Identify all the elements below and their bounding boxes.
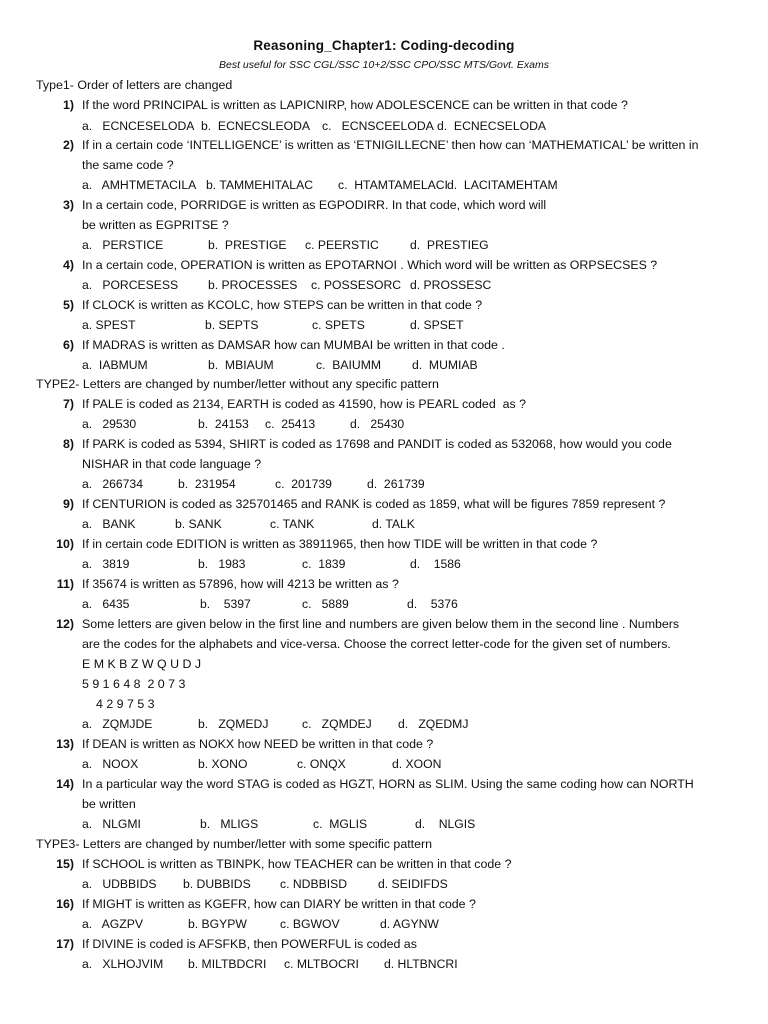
question-number: 2) bbox=[62, 138, 74, 152]
option-b: b. 24153 bbox=[198, 417, 249, 431]
option-b: b. PRESTIGE bbox=[208, 238, 287, 252]
option-b: b. MBIAUM bbox=[208, 358, 274, 372]
option-d: d. LACITAMEHTAM bbox=[447, 178, 558, 192]
option-a: a. AMHTMETACILA bbox=[82, 178, 197, 192]
option-a: a. SPEST bbox=[82, 318, 136, 332]
option-c: c. MLTBOCRI bbox=[284, 957, 359, 971]
option-a: a. 266734 bbox=[82, 477, 143, 491]
option-d: d. SEIDIFDS bbox=[378, 877, 448, 891]
option-d: d. XOON bbox=[392, 757, 442, 771]
question-number: 17) bbox=[56, 937, 74, 951]
number-row: 5 9 1 6 4 8 2 0 7 3 bbox=[82, 677, 186, 691]
option-c: c. TANK bbox=[270, 517, 315, 531]
option-c: c. BAIUMM bbox=[316, 358, 382, 372]
option-a: a. PERSTICE bbox=[82, 238, 164, 252]
option-c: c. 5889 bbox=[302, 597, 349, 611]
question-number: 13) bbox=[56, 737, 74, 751]
question-text: If PARK is coded as 5394, SHIRT is coded as 17698 and PANDIT is coded as 532068, how would you code bbox=[82, 437, 672, 451]
option-c: c. HTAMTAMELACI bbox=[338, 178, 448, 192]
question-text: In a certain code, PORRIDGE is written as EGPODIRR. In that code, which word will bbox=[82, 198, 547, 212]
option-d: d. NLGIS bbox=[415, 817, 476, 831]
option-b: b. SEPTS bbox=[205, 318, 259, 332]
option-a: a. XLHOJVIM bbox=[82, 957, 164, 971]
option-b: b. MLIGS bbox=[200, 817, 259, 831]
option-d: d. MUMIAB bbox=[412, 358, 478, 372]
question-text: If MADRAS is written as DAMSAR how can MUMBAI be written in that code . bbox=[82, 338, 505, 352]
section-heading-type1: Type1- Order of letters are changed bbox=[36, 78, 233, 92]
option-b: b. 231954 bbox=[178, 477, 236, 491]
question-number: 7) bbox=[62, 397, 74, 411]
option-d: d. SPSET bbox=[410, 318, 464, 332]
question-text: If DEAN is written as NOKX how NEED be written in that code ? bbox=[82, 737, 434, 751]
option-a: a. NOOX bbox=[82, 757, 139, 771]
question-number: 3) bbox=[62, 198, 74, 212]
option-d: d. 25430 bbox=[350, 417, 405, 431]
option-b: b. SANK bbox=[175, 517, 222, 531]
option-d: d. AGYNW bbox=[380, 917, 439, 931]
option-a: a. ZQMJDE bbox=[82, 717, 153, 731]
given-numbers: 4 2 9 7 5 3 bbox=[96, 697, 155, 711]
option-c: c. ECNSCEELODA bbox=[322, 119, 434, 133]
option-c: c. 1839 bbox=[302, 557, 346, 571]
option-b: b. MILTBDCRI bbox=[188, 957, 267, 971]
question-text: If the word PRINCIPAL is written as LAPICNIRP, how ADOLESCENCE can be written in that code ? bbox=[82, 98, 628, 112]
option-c: c. NDBBISD bbox=[280, 877, 348, 891]
question-text-continued: be written as EGPRITSE ? bbox=[82, 218, 229, 232]
option-d: d. ZQEDMJ bbox=[398, 717, 469, 731]
question-text: If 35674 is written as 57896, how will 4213 be written as ? bbox=[82, 577, 399, 591]
question-text: If in a certain code ‘INTELLIGENCE’ is written as ‘ETNIGILLECNE’ then how can ‘MATHEMATICAL’ be written in bbox=[82, 138, 699, 152]
question-text: If PALE is coded as 2134, EARTH is coded as 41590, how is PEARL coded as ? bbox=[82, 397, 527, 411]
section-heading-type3: TYPE3- Letters are changed by number/letter with some specific pattern bbox=[36, 837, 433, 851]
option-a: a. IABMUM bbox=[82, 358, 148, 372]
option-a: a. PORCESESS bbox=[82, 278, 179, 292]
option-d: d. 5376 bbox=[407, 597, 458, 611]
question-text: If MIGHT is written as KGEFR, how can DIARY be written in that code ? bbox=[82, 897, 476, 911]
page-title: Reasoning_Chapter1: Coding-decoding bbox=[253, 38, 515, 53]
option-a: a. NLGMI bbox=[82, 817, 141, 831]
option-a: a. AGZPV bbox=[82, 917, 143, 931]
question-text: In a certain code, OPERATION is written as EPOTARNOI . Which word will be written as ORPSECSES ? bbox=[82, 258, 658, 272]
option-c: c. PEERSTIC bbox=[305, 238, 379, 252]
option-c: c. 25413 bbox=[265, 417, 316, 431]
option-d: d. PROSSESC bbox=[410, 278, 492, 292]
option-b: b. XONO bbox=[198, 757, 248, 771]
option-a: a. BANK bbox=[82, 517, 136, 531]
question-number: 5) bbox=[62, 298, 74, 312]
option-d: d. TALK bbox=[372, 517, 415, 531]
question-text: If in certain code EDITION is written as 38911965, then how TIDE will be written in that code ? bbox=[82, 537, 598, 551]
question-number: 4) bbox=[62, 258, 74, 272]
question-text: In a particular way the word STAG is coded as HGZT, HORN as SLIM. Using the same coding how can NORTH bbox=[82, 777, 694, 791]
option-c: c. BGWOV bbox=[280, 917, 340, 931]
question-text: If SCHOOL is written as TBINPK, how TEACHER can be written in that code ? bbox=[82, 857, 512, 871]
question-number: 12) bbox=[56, 617, 74, 631]
question-text: Some letters are given below in the first line and numbers are given below them in the second line . Numbers bbox=[82, 617, 680, 631]
option-c: c. ZQMDEJ bbox=[302, 717, 372, 731]
option-b: b. ECNECSLEODA bbox=[201, 119, 311, 133]
question-text: If CLOCK is written as KCOLC, how STEPS can be written in that code ? bbox=[82, 298, 483, 312]
question-number: 15) bbox=[56, 857, 74, 871]
question-number: 9) bbox=[62, 497, 74, 511]
option-b: b. PROCESSES bbox=[208, 278, 298, 292]
question-text-continued: the same code ? bbox=[82, 158, 174, 172]
option-b: b. ZQMEDJ bbox=[198, 717, 269, 731]
question-number: 10) bbox=[56, 537, 74, 551]
option-b: b. 5397 bbox=[200, 597, 251, 611]
option-d: d. 1586 bbox=[410, 557, 461, 571]
option-b: b. TAMMEHITALAC bbox=[206, 178, 313, 192]
option-a: a. UDBBIDS bbox=[82, 877, 157, 891]
option-c: c. POSSESORC bbox=[311, 278, 402, 292]
question-number: 11) bbox=[56, 577, 74, 591]
question-text-continued: are the codes for the alphabets and vice-versa. Choose the correct letter-code for the given set of numbers. bbox=[82, 637, 671, 651]
question-text-continued: be written bbox=[82, 797, 136, 811]
option-d: d. PRESTIEG bbox=[410, 238, 489, 252]
question-number: 8) bbox=[62, 437, 74, 451]
letter-row: E M K B Z W Q U D J bbox=[82, 657, 202, 671]
option-d: d. ECNECSELODA bbox=[437, 119, 547, 133]
question-text: If CENTURION is coded as 325701465 and RANK is coded as 1859, what will be figures 7859 represent ? bbox=[82, 497, 666, 511]
option-b: b. 1983 bbox=[198, 557, 246, 571]
option-c: c. ONQX bbox=[297, 757, 346, 771]
option-a: a. 3819 bbox=[82, 557, 130, 571]
option-a: a. 29530 bbox=[82, 417, 137, 431]
question-number: 14) bbox=[56, 777, 74, 791]
option-c: c. 201739 bbox=[275, 477, 332, 491]
page-subtitle: Best useful for SSC CGL/SSC 10+2/SSC CPO/SSC MTS/Govt. Exams bbox=[219, 59, 549, 71]
option-d: d. 261739 bbox=[367, 477, 425, 491]
option-c: c. MGLIS bbox=[313, 817, 368, 831]
option-c: c. SPETS bbox=[312, 318, 365, 332]
option-b: b. DUBBIDS bbox=[183, 877, 251, 891]
section-heading-type2: TYPE2- Letters are changed by number/letter without any specific pattern bbox=[36, 377, 439, 391]
option-d: d. HLTBNCRI bbox=[384, 957, 458, 971]
question-number: 16) bbox=[56, 897, 74, 911]
option-a: a. ECNCESELODA bbox=[82, 119, 195, 133]
question-text: If DIVINE is coded is AFSFKB, then POWERFUL is coded as bbox=[82, 937, 417, 951]
option-a: a. 6435 bbox=[82, 597, 130, 611]
question-number: 1) bbox=[62, 98, 74, 112]
question-text-continued: NISHAR in that code language ? bbox=[82, 457, 262, 471]
option-b: b. BGYPW bbox=[188, 917, 247, 931]
question-number: 6) bbox=[62, 338, 74, 352]
